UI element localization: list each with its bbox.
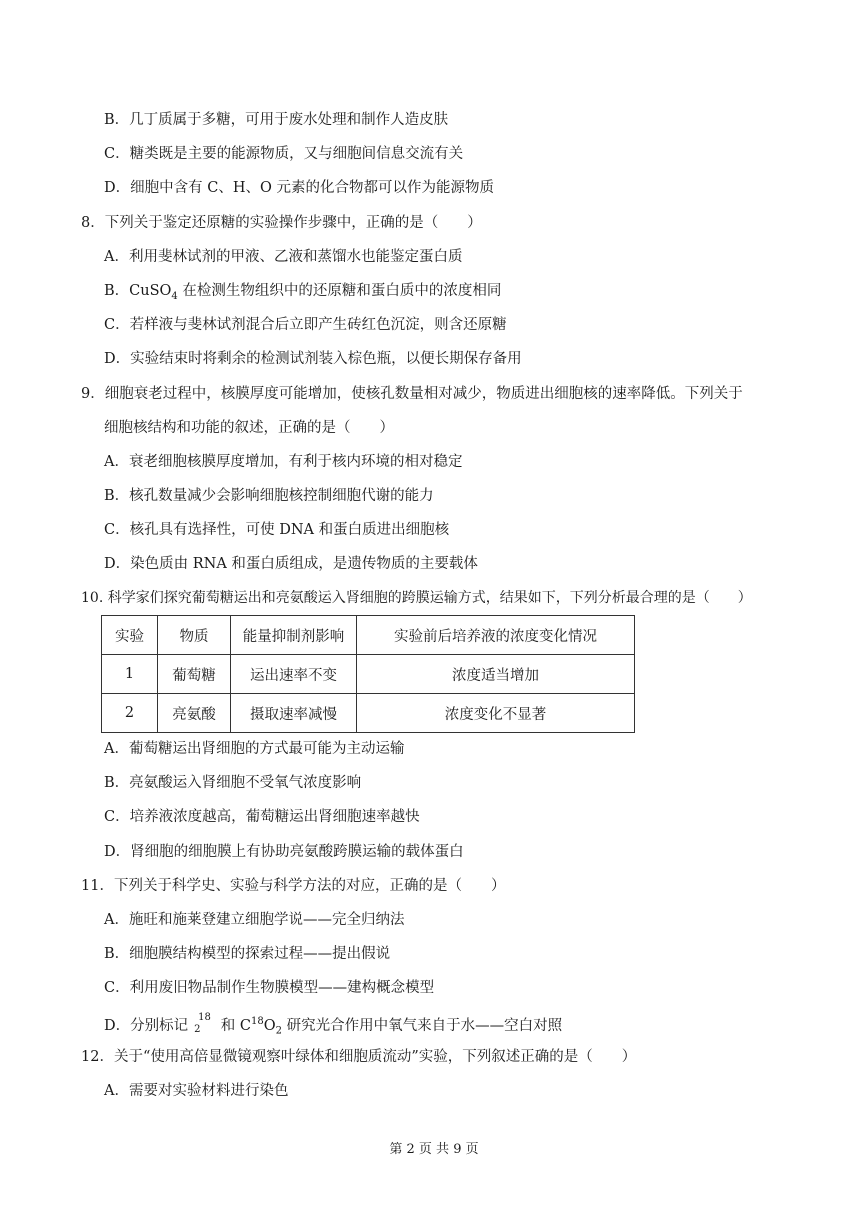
q8-option-b (104, 281, 501, 307)
q7-option-d: D．细胞中含有 C、H、O 元素的化合物都可以作为能源物质 (104, 180, 494, 196)
q9-option-c: C．核孔具有选择性，可使 DNA 和蛋白质进出细胞核 (104, 522, 450, 538)
q10-option-b: B．亮氨酸运入肾细胞不受氧气浓度影响 (104, 775, 362, 791)
question-9-cont: 细胞核结构和功能的叙述，正确的是（ ） (104, 420, 394, 436)
q11-option-d-mid: 和 C (216, 1017, 251, 1034)
q10-option-c: C．培养液浓度越高，葡萄糖运出肾细胞速率越快 (104, 809, 420, 825)
q10-option-d: D．肾细胞的细胞膜上有协助亮氨酸跨膜运输的载体蛋白 (104, 844, 464, 860)
q11-option-a: A．施旺和施莱登建立细胞学说——完全归纳法 (104, 912, 405, 928)
q11-option-d (104, 1012, 562, 1042)
q8-option-b-sub: 4 (171, 290, 178, 302)
table-header: 实验 (102, 616, 158, 655)
table-header-row (102, 616, 635, 655)
q11-option-b: B．细胞膜结构模型的探索过程——提出假说 (104, 946, 391, 962)
q8-option-a: A．利用斐林试剂的甲液、乙液和蒸馏水也能鉴定蛋白质 (104, 249, 463, 265)
q7-option-b: B．几丁质属于多糖，可用于废水处理和制作人造皮肤 (104, 112, 449, 128)
isotope-label (194, 1012, 216, 1035)
table-row (102, 694, 635, 733)
table-header: 能量抑制剂影响 (231, 616, 357, 655)
q8-option-c: C．若样液与斐林试剂混合后立即产生砖红色沉淀，则含还原糖 (104, 317, 507, 333)
table-row (102, 655, 635, 694)
table-cell: 浓度适当增加 (357, 655, 635, 694)
question-12: 12．关于“使用高倍显微镜观察叶绿体和细胞质流动”实验，下列叙述正确的是（ ） (81, 1049, 637, 1065)
q11-option-d-post: 研究光合作用中氧气来自于水——空白对照 (281, 1017, 563, 1034)
q9-option-a: A．衰老细胞核膜厚度增加，有利于核内环境的相对稳定 (104, 454, 463, 470)
q11-option-d-o: O (263, 1017, 276, 1034)
question-8: 8．下列关于鉴定还原糖的实验操作步骤中，正确的是（ ） (81, 215, 482, 231)
table-cell: 浓度变化不显著 (357, 694, 635, 733)
q9-option-b: B．核孔数量减少会影响细胞核控制细胞代谢的能力 (104, 488, 434, 504)
q8-option-d: D．实验结束时将剩余的检测试剂装入棕色瓶，以便长期保存备用 (104, 351, 522, 367)
question-9: 9．细胞衰老过程中，核膜厚度可能增加，使核孔数量相对减少，物质进出细胞核的速率降低。下列关于 (81, 386, 743, 402)
table-cell: 葡萄糖 (158, 655, 231, 694)
q7-option-c: C．糖类既是主要的能源物质，又与细胞间信息交流有关 (104, 146, 464, 162)
isotope-sub: 2 (194, 1024, 201, 1035)
q11-option-d-sub2: 2 (275, 1025, 282, 1037)
page-footer: 第 2 页 共 9 页 (389, 1142, 479, 1157)
table-cell: 2 (102, 694, 158, 733)
q11-option-c: C．利用废旧物品制作生物膜模型——建构概念模型 (104, 980, 435, 996)
q8-option-b-pre: B．CuSO (104, 283, 172, 299)
table-cell: 摄取速率减慢 (231, 694, 357, 733)
isotope-mass: 18 (198, 1012, 211, 1023)
table-header: 物质 (158, 616, 231, 655)
table-cell: 1 (102, 655, 158, 694)
q12-option-a: A．需要对实验材料进行染色 (104, 1083, 289, 1099)
experiment-table (101, 615, 635, 733)
table-header: 实验前后培养液的浓度变化情况 (357, 616, 635, 655)
q11-option-d-sup2: 18 (250, 1016, 264, 1027)
table-cell: 运出速率不变 (231, 655, 357, 694)
q11-option-d-pre: D．分别标记 (104, 1017, 189, 1034)
table-cell: 亮氨酸 (158, 694, 231, 733)
question-10: 10. 科学家们探究葡萄糖运出和亮氨酸运入肾细胞的跨膜运输方式，结果如下，下列分析最合理的是（ ） (81, 590, 752, 606)
q8-option-b-post: 在检测生物组织中的还原糖和蛋白质中的浓度相同 (177, 283, 502, 299)
q10-option-a: A．葡萄糖运出肾细胞的方式最可能为主动运输 (104, 741, 405, 757)
q9-option-d: D．染色质由 RNA 和蛋白质组成，是遗传物质的主要载体 (104, 556, 478, 572)
question-11: 11．下列关于科学史、实验与科学方法的对应，正确的是（ ） (81, 878, 506, 894)
